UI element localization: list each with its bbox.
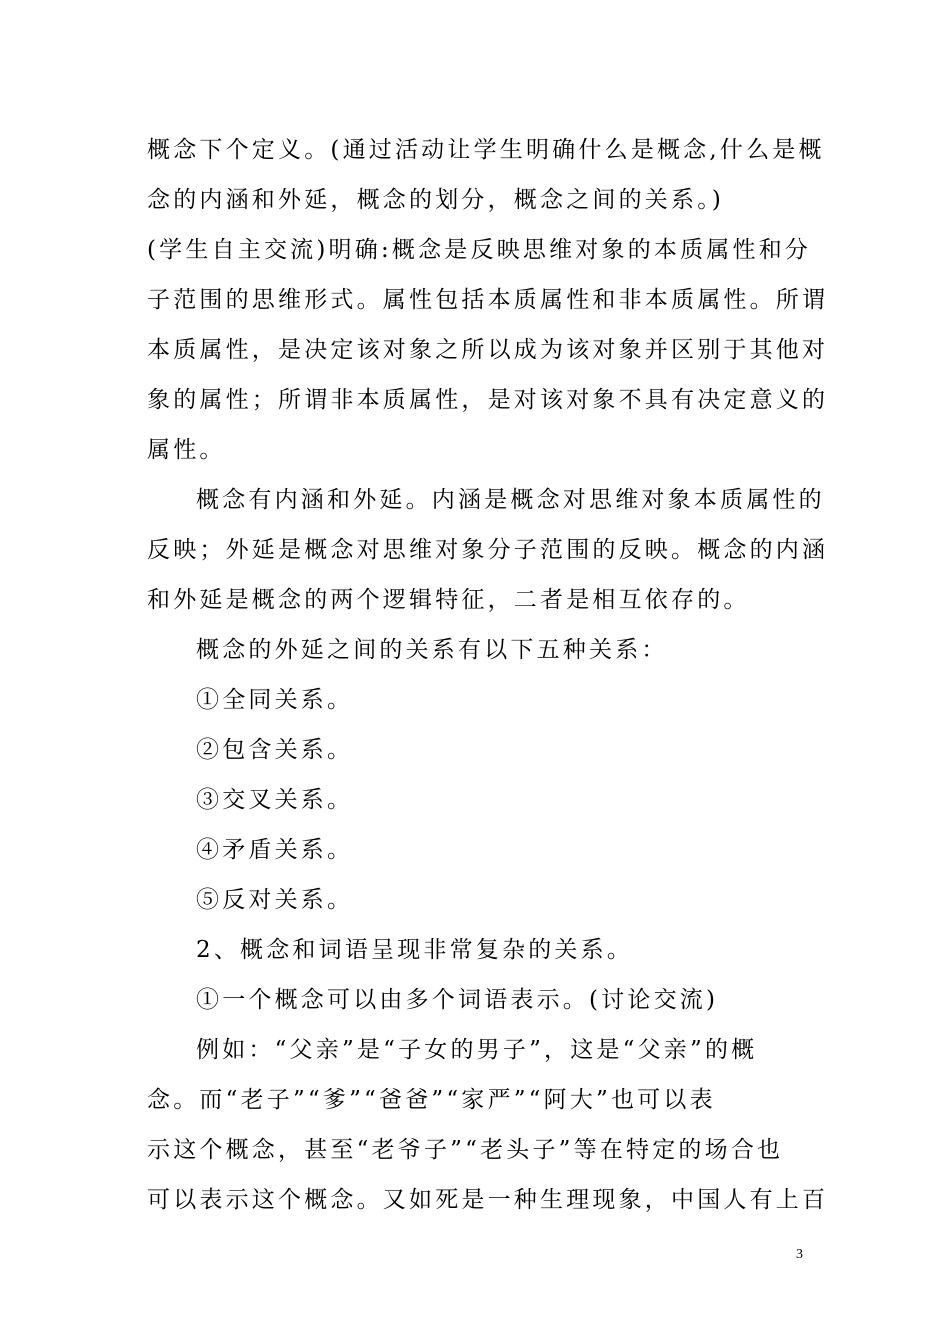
page-number: 3 bbox=[796, 1247, 803, 1262]
paragraph-first-line: 概念有内涵和外延。内涵是概念对思维对象本质属性的 bbox=[196, 487, 825, 513]
section-heading: 2、概念和词语呈现非常复杂的关系。 bbox=[196, 937, 634, 963]
body-text-line: 属性。 bbox=[147, 437, 226, 463]
paragraph-first-line: 概念的外延之间的关系有以下五种关系： bbox=[196, 637, 668, 663]
list-item: ④矛盾关系。 bbox=[196, 837, 354, 863]
body-text-line: 念。而“老子”“爹”“爸爸”“家严”“阿大”也可以表 bbox=[147, 1087, 716, 1113]
body-text-line: 概念下个定义。(通过活动让学生明确什么是概念,什么是概 bbox=[147, 137, 825, 163]
list-item: ①全同关系。 bbox=[196, 687, 354, 713]
list-item: ②包含关系。 bbox=[196, 737, 354, 763]
list-item: ③交叉关系。 bbox=[196, 787, 354, 813]
body-text-line: 念的内涵和外延，概念的划分，概念之间的关系。) bbox=[147, 187, 725, 213]
body-text-line: 子范围的思维形式。属性包括本质属性和非本质属性。所谓 bbox=[147, 287, 829, 313]
body-text-line: 示这个概念，甚至“老爷子”“老头子”等在特定的场合也 bbox=[147, 1137, 784, 1163]
body-text-line: 可以表示这个概念。又如死是一种生理现象，中国人有上百 bbox=[147, 1187, 829, 1213]
list-item: ⑤反对关系。 bbox=[196, 887, 354, 913]
body-text-line: 象的属性；所谓非本质属性，是对该对象不具有决定意义的 bbox=[147, 387, 829, 413]
paragraph-first-line: 例如：“父亲”是“子女的男子”，这是“父亲”的概 bbox=[196, 1037, 758, 1063]
body-text-line: (学生自主交流)明确:概念是反映思维对象的本质属性和分 bbox=[147, 237, 812, 263]
body-text-line: 本质属性，是决定该对象之所以成为该对象并区别于其他对 bbox=[147, 337, 829, 363]
body-text-line: 反映；外延是概念对思维对象分子范围的反映。概念的内涵 bbox=[147, 537, 829, 563]
list-item: ①一个概念可以由多个词语表示。(讨论交流) bbox=[196, 987, 719, 1013]
body-text-line: 和外延是概念的两个逻辑特征，二者是相互依存的。 bbox=[147, 587, 750, 613]
